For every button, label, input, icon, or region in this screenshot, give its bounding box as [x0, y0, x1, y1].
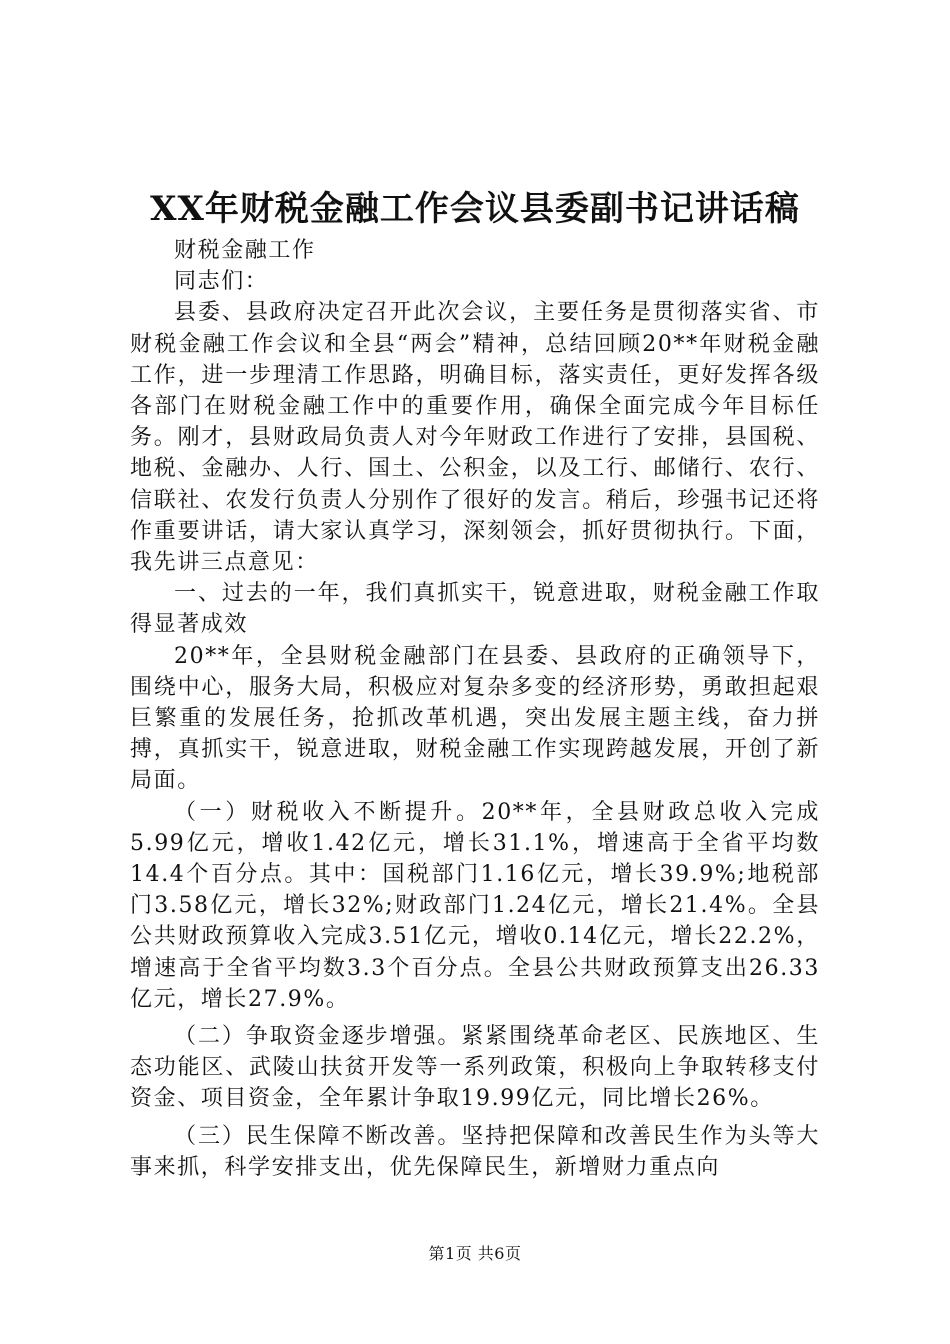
section-heading-1: 一、过去的一年，我们真抓实干，锐意进取，财税金融工作取得显著成效: [130, 581, 820, 638]
document-body: [130, 235, 820, 1183]
paragraph-intro: 县委、县政府决定召开此次会议，主要任务是贯彻落实省、市财税金融工作会议和全县“两会”精神，总结回顾20**年财税金融工作，进一步理清工作思路，明确目标，落实责任，更好发挥各级各部门在财税金融工作中的重要作用，确保全面完成今年目标任务。刚才，县财政局负责人对今年财政工作进行了安排，县国税、地税、金融办、人行、国土、公积金，以及工行、邮储行、农行、信联社、农发行负责人分别作了很好的发言。稍后，珍强书记还将作重要讲话，请大家认真学习，深刻领会，抓好贯彻执行。下面，我先讲三点意见：: [130, 300, 820, 576]
page-number: 第1页 共6页: [428, 1244, 522, 1263]
paragraph-point-1: （一）财税收入不断提升。20**年，全县财政总收入完成5.99亿元，增收1.42亿元，增长31.1%，增速高于全省平均数14.4个百分点。其中：国税部门1.16亿元，增长39.9%;地税部门3.58亿元，增长32%;财政部门1.24亿元，增长21.4%。全县公共财政预算收入完成3.51亿元，增收0.14亿元，增长22.2%，增速高于全省平均数3.3个百分点。全县公共财政预算支出26.33亿元，增长27.9%。: [130, 799, 820, 1012]
paragraph-overview: 20**年，全县财税金融部门在县委、县政府的正确领导下，围绕中心，服务大局，积极应对复杂多变的经济形势，勇敢担起艰巨繁重的发展任务，抢抓改革机遇，突出发展主题主线，奋力拼搏，真抓实干，锐意进取，财税金融工作实现跨越发展，开创了新局面。: [130, 643, 820, 794]
paragraph-subject: 财税金融工作: [174, 238, 316, 263]
paragraph-salutation: 同志们：: [174, 269, 269, 295]
paragraph-point-3: （三）民生保障不断改善。坚持把保障和改善民生作为头等大事来抓，科学安排支出，优先保障民生，新增财力重点向: [130, 1123, 820, 1180]
paragraph-point-2: （二）争取资金逐步增强。紧紧围绕革命老区、民族地区、生态功能区、武陵山扶贫开发等一系列政策，积极向上争取转移支付资金、项目资金，全年累计争取19.99亿元，同比增长26%。: [130, 1024, 820, 1112]
document-title: XX年财税金融工作会议县委副书记讲话稿: [150, 189, 800, 229]
